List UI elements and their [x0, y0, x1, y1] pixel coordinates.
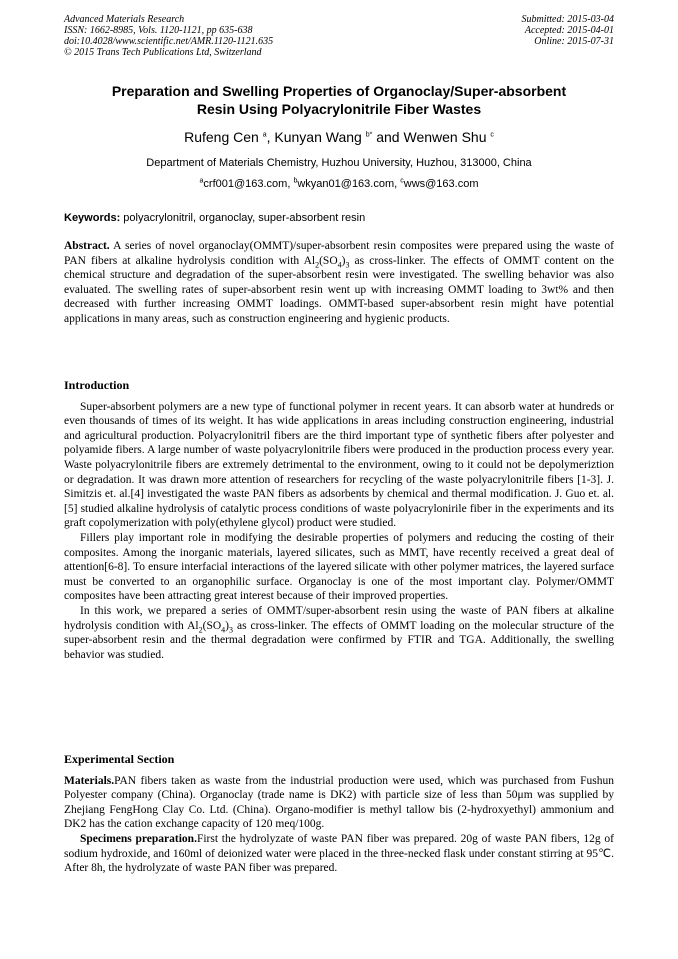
specimens-paragraph	[64, 832, 614, 876]
paragraph-text: (SO	[202, 619, 222, 632]
abstract-text: (SO	[319, 254, 338, 267]
author-1: Rufeng Cen	[184, 129, 259, 145]
introduction-paragraph-3	[64, 604, 614, 662]
abstract-text: A series of novel organoclay(OMMT)/super-absorbent resin composites were prepared using the waste of PAN fibers at alkaline hydrolysis condition with Al	[64, 240, 614, 267]
date-submitted: Submitted: 2015-03-04	[521, 14, 614, 25]
abstract-paragraph	[64, 239, 614, 327]
abstract-text: )	[341, 254, 346, 267]
materials-label: Materials.	[64, 774, 115, 787]
affiliation: Department of Materials Chemistry, Huzhou University, Huzhou, 313000, China	[146, 157, 532, 169]
paragraph-text: In this work, we prepared a series of OMMT/super-absorbent resin using the waste of PAN fibers at alkaline hydrolysis condition with Al	[64, 604, 614, 632]
introduction-section	[64, 378, 614, 662]
email-b: wkyan01@163.com,	[297, 178, 401, 190]
introduction-paragraph-2: Fillers play important role in modifying the desirable properties of polymers and reducing the costing of their composites. Among the inorganic materials, layered silicates, such as MMT, have recently received a great deal of attention[6-8]. To ensure interfacial interactions of the layered silicate with other polymer matrices, the layered surface must be converted to an organophilic surface. Organoclay is one of the most important clay. Polymer/OMMT composites have been attracting great interest because of their improved properties.	[64, 531, 614, 603]
journal-issn: ISSN: 1662-8985, Vols. 1120-1121, pp 635-638	[64, 25, 253, 36]
author-3: Wenwen Shu	[403, 129, 487, 145]
title-line-2: Resin Using Polyacrylonitrile Fiber Wastes	[196, 101, 482, 117]
email-mark-a: a	[199, 177, 204, 185]
abstract	[64, 239, 614, 327]
email-mark-b: b	[293, 177, 298, 185]
journal-info	[64, 14, 273, 58]
date-online: Online: 2015-07-31	[534, 36, 614, 47]
author-2: Kunyan Wang	[274, 129, 362, 145]
subscript: 3	[345, 259, 350, 269]
email-c: wws@163.com	[403, 178, 479, 190]
introduction-heading: Introduction	[64, 378, 130, 392]
journal-copyright: © 2015 Trans Tech Publications Ltd, Switzerland	[64, 47, 262, 58]
subscript: 4	[221, 624, 226, 634]
author-separator: and	[372, 129, 404, 145]
introduction-paragraph-1: Super-absorbent polymers are a new type of functional polymer in recent years. It can absorb water at hundreds or even thousands of times of its weight. It has wide applications in areas including construction engineering, industrial and agricultural production. Polyacrylonitril fibers are the third important type of synthetic fibers after polyester and polyamide fibers. A large number of waste polyacrylonitrile fibers were produced in the production process every year. Waste polyacrylonitrile fibers are extremely detrimental to the environment, owing to it could not be depolymeriztion or degradation. It was drawn more attention of researchers for recycling of the waste polyacrylonitrile fibers [1-3]. J. Simitzis et. al.[4] investigated the waste PAN fibers as adsorbents by chemical and thermal modification. J. Guo et. al.[5] studied alkaline hydrolysis of catalytic process conditions of waste polyacrylonirile fiber in the experiments and its graft copolymerization with poly(ethylene glycol) product were studied.	[64, 400, 614, 530]
experimental-section	[64, 752, 614, 876]
materials-text: PAN fibers taken as waste from the industrial production were used, which was purchased from Fushun Polyester company (China). Organoclay (trade name is DK2) with particle size of less than 50μm was supplied by Zhejiang FengHong Clay Co. Ltd. (China). Organo-modifier is methyl tallow bis (2-hydroxyethyl) ammonium and DK2 has the cation exchange capacity of 120 meq/100g.	[64, 774, 614, 831]
journal-doi: doi:10.4028/www.scientific.net/AMR.1120-1121.635	[64, 36, 274, 47]
keywords	[64, 211, 616, 225]
paragraph-text: as cross-linker. The effects of OMMT loading on the molecular structure of the super-absorbent resin and the thermal degradation were confirmed by FTIR and TGA. Additionally, the swelling behavior was studied.	[64, 619, 615, 661]
email-a: crf001@163.com,	[203, 178, 294, 190]
subscript: 2	[198, 624, 203, 634]
author-2-mark: b*	[365, 131, 373, 139]
materials-paragraph	[64, 774, 614, 832]
date-accepted: Accepted: 2015-04-01	[524, 25, 614, 36]
author-separator: ,	[266, 129, 275, 145]
paragraph-text: )	[225, 619, 229, 632]
abstract-text: as cross-linker. The effects of OMMT content on the chemical structure and degradation of the super-absorbent resin were investigated. The swelling behavior was also evaluated. The swelling rates of super-absorbent resin went up with increasing OMMT loading to 3wt% and then decreased with further increasing OMMT loadings. OMMT-based super-absorbent resin might have potential applications in many areas, such as construction engineering and hygienic products.	[64, 254, 614, 325]
author-3-mark: c	[490, 131, 494, 139]
specimens-label: Specimens preparation.	[80, 832, 197, 845]
paper-title	[40, 82, 638, 118]
specimens-text: First the hydrolyzate of waste PAN fiber was prepared. 20g of waste PAN fibers, 12g of sodium hydroxide, and 160ml of deionized water were placed in the three-necked flask under constant stirring at 95℃. After 8h, the hydrolyzate of waste PAN fiber was prepared.	[64, 832, 614, 875]
subscript: 3	[229, 624, 233, 634]
abstract-label: Abstract.	[64, 240, 110, 252]
email-mark-c: c	[400, 177, 404, 185]
publication-dates	[522, 14, 615, 47]
subscript: 4	[337, 259, 342, 269]
subscript: 2	[315, 259, 320, 269]
keywords-label: Keywords:	[64, 212, 121, 224]
author-emails	[40, 177, 638, 191]
keywords-text: polyacrylonitril, organoclay, super-absorbent resin	[120, 212, 366, 224]
author-list	[40, 128, 638, 146]
journal-name: Advanced Materials Research	[64, 14, 185, 25]
title-line-1: Preparation and Swelling Properties of Organoclay/Super-absorbent	[111, 83, 567, 99]
author-1-mark: a	[262, 131, 267, 139]
experimental-heading: Experimental Section	[64, 752, 175, 766]
